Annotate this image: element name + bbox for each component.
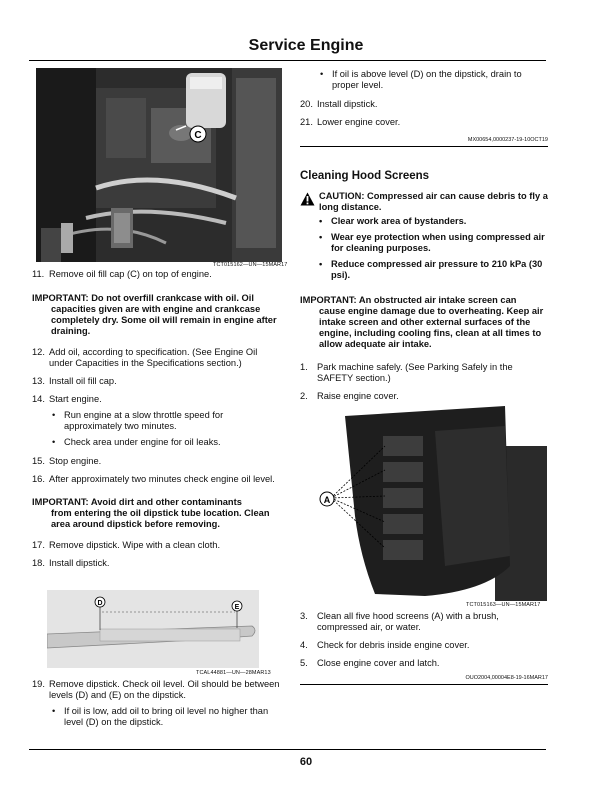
list-item: • Reduce compressed air pressure to 210 kPa (30 psi). bbox=[319, 259, 543, 280]
callout-a: A bbox=[323, 495, 331, 505]
step-18: 18. Install dipstick. bbox=[32, 558, 110, 568]
dipstick-figure bbox=[47, 590, 259, 668]
important-note-dirt: IMPORTANT: Avoid dirt and other contaminants from entering the oil dipstick tube location. Clean area around dipstick before removing. bbox=[32, 497, 270, 529]
step-19: 19. Remove dipstick. Check oil level. Oil should be between levels (D) and (E) on the dipstick. bbox=[32, 679, 280, 700]
left-column bbox=[32, 269, 282, 576]
step-20: 20. Install dipstick. bbox=[300, 99, 378, 109]
right-column-top bbox=[300, 69, 548, 135]
caution-note: CAUTION: Compressed air can cause debris to fly a long distance. bbox=[300, 191, 548, 213]
reference-code-2: OUO2004,00004E8-19-16MAR17 bbox=[465, 675, 548, 681]
top-bullets bbox=[320, 69, 548, 91]
step-16: 16. After approximately two minutes check engine oil level. bbox=[32, 474, 275, 484]
callout-e: E bbox=[234, 604, 240, 611]
list-item: • Run engine at a slow throttle speed for approximately two minutes. bbox=[52, 410, 224, 431]
section-rule-1 bbox=[300, 146, 548, 147]
step-11: 11. Remove oil fill cap (C) on top of engine. bbox=[32, 269, 212, 279]
engine-photo-caption: TCT015162—UN—15MAR17 bbox=[213, 262, 288, 268]
hood-photo bbox=[305, 406, 547, 601]
engine-photo bbox=[36, 68, 282, 262]
step-14-bullets bbox=[52, 410, 282, 448]
callout-d: D bbox=[97, 600, 103, 607]
step-3: 3. Clean all five hood screens (A) with a brush, compressed air, or water. bbox=[300, 611, 499, 632]
step-1: 1. Park machine safely. (See Parking Safely in the SAFETY section.) bbox=[300, 362, 513, 383]
left-column-bottom bbox=[32, 679, 282, 736]
step-15: 15. Stop engine. bbox=[32, 456, 102, 466]
header-rule bbox=[29, 60, 546, 61]
callout-c: C bbox=[194, 130, 202, 141]
right-column-bottom bbox=[300, 611, 548, 676]
step-21: 21. Lower engine cover. bbox=[300, 117, 401, 127]
step-12: 12. Add oil, according to specification. (See Engine Oil under Capacities in the Specifications section.) bbox=[32, 347, 258, 368]
warning-triangle-icon bbox=[300, 192, 315, 206]
step-4: 4. Check for debris inside engine cover. bbox=[300, 640, 470, 650]
step-14: 14. Start engine. bbox=[32, 394, 102, 404]
step-17: 17. Remove dipstick. Wipe with a clean cloth. bbox=[32, 540, 221, 550]
right-column-middle bbox=[300, 218, 548, 409]
important-note-intake: IMPORTANT: An obstructed air intake screen can cause engine damage due to overheating. Keep air intake screen and other external surfaces of the engine, including cooling fins, clean at all times to allow adequate air intake. bbox=[300, 295, 544, 349]
list-item: • Check area under engine for oil leaks. bbox=[52, 437, 221, 447]
list-item: • If oil is low, add oil to bring oil level no higher than level (D) on the dipstick. bbox=[52, 706, 269, 727]
list-item: • If oil is above level (D) on the dipstick, drain to proper level. bbox=[320, 69, 522, 90]
step-5: 5. Close engine cover and latch. bbox=[300, 658, 440, 668]
section-rule-2 bbox=[300, 684, 548, 685]
footer-rule bbox=[29, 749, 546, 750]
page-number: 60 bbox=[299, 756, 313, 768]
list-item: • Wear eye protection when using compressed air for cleaning purposes. bbox=[319, 232, 545, 253]
step-19-bullets bbox=[52, 706, 282, 728]
hood-photo-caption: TCT015163—UN—15MAR17 bbox=[466, 602, 541, 608]
list-item: • Clear work area of bystanders. bbox=[319, 216, 467, 226]
step-13: 13. Install oil fill cap. bbox=[32, 376, 117, 386]
caution-bullets bbox=[319, 216, 548, 281]
page-title: Service Engine bbox=[248, 37, 364, 54]
important-note-overfill: IMPORTANT: Do not overfill crankcase with oil. Oil capacities given are with engine and crankcase completely dry. Some oil will remain in engine after draining. bbox=[32, 293, 277, 336]
reference-code-1: MX00654,0000237-19-10OCT19 bbox=[467, 137, 548, 143]
section-title: Cleaning Hood Screens bbox=[300, 170, 430, 182]
step-2: 2. Raise engine cover. bbox=[300, 391, 399, 401]
dipstick-caption: TCAL44881—UN—28MAR13 bbox=[196, 670, 271, 676]
